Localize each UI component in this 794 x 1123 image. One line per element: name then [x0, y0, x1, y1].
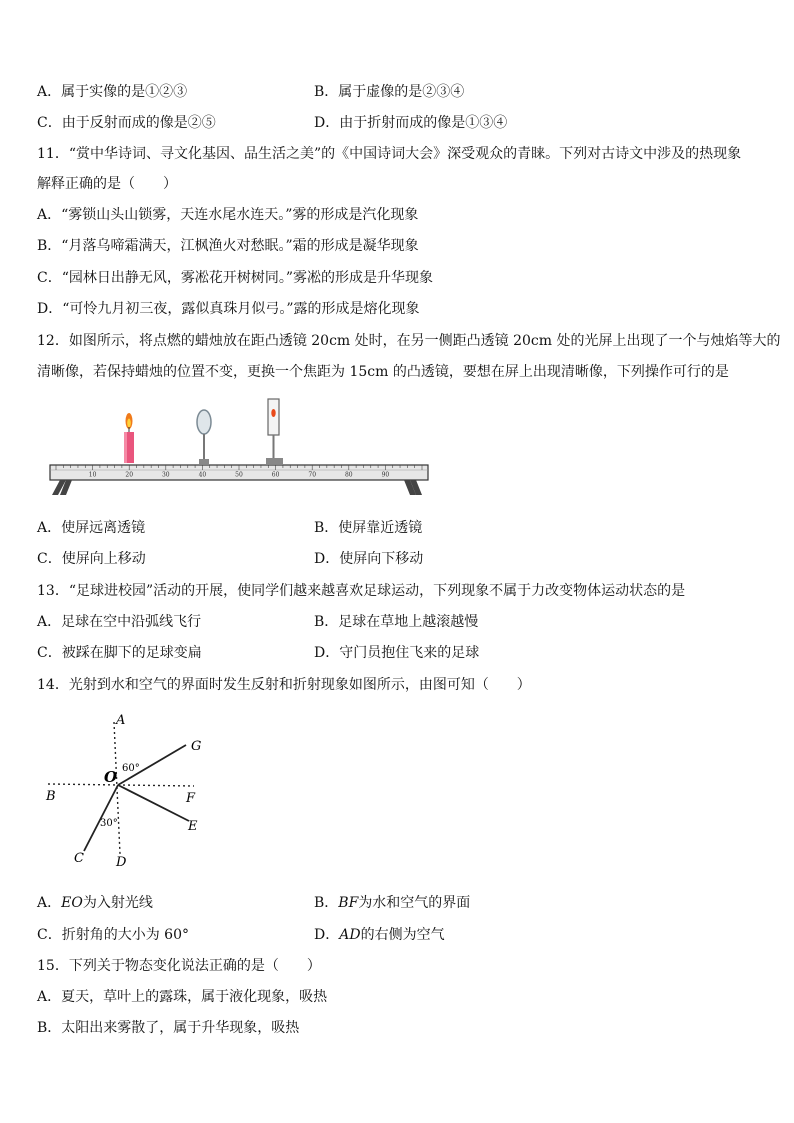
ruler-tick-label: 70: [308, 471, 317, 479]
q11-option-c: C．“园林日出静无风，雾凇花开树树同。”雾凇的形成是升华现象: [37, 270, 434, 286]
angle-label-top: 60°: [122, 763, 140, 774]
q10-option-d: D．由于折射而成的像是①③④: [314, 115, 508, 131]
q10-option-c: C．由于反射而成的像是②⑤: [37, 115, 216, 131]
q13-option-c: C．被踩在脚下的足球变扁: [37, 645, 202, 661]
label-b: B: [46, 789, 56, 804]
q14-option-a-var: EO: [61, 895, 83, 911]
q15-stem: 15．下列关于物态变化说法正确的是（ ）: [37, 958, 321, 974]
q14-option-a-prefix: A．: [37, 895, 62, 911]
q14-option-b-text: 为水和空气的界面: [358, 895, 471, 911]
light-ray-diagram: [36, 708, 226, 870]
ruler-tick-label: 50: [235, 471, 243, 479]
q11-option-d: D．“可怜九月初三夜，露似真珠月似弓。”露的形成是熔化现象: [37, 301, 420, 317]
ruler-tick-label: 40: [198, 471, 207, 479]
q15-option-b: B．太阳出来雾散了，属于升华现象，吸热: [37, 1020, 300, 1036]
label-a: A: [116, 713, 126, 728]
rail-legs: [52, 480, 422, 495]
q12-stem-line-2: 清晰像，若保持蜡烛的位置不变，更换一个焦距为 15cm 的凸透镜，要想在屏上出现清晰像，下列操作可行的是: [37, 364, 729, 380]
angle-label-bottom: 30°: [100, 818, 118, 829]
ruler-tick-label: 10: [88, 471, 97, 479]
label-g: G: [191, 739, 202, 754]
label-o: O: [104, 768, 118, 786]
ruler-tick-label: 60: [271, 471, 280, 479]
ray-oe: [118, 785, 189, 821]
q11-stem-line-1: 11．“赏中华诗词、寻文化基因、品生活之美”的《中国诗词大会》深受观众的青睐。下列对古诗文中涉及的热现象: [37, 146, 742, 162]
ruler-tick-label: 80: [344, 471, 353, 479]
q14-option-a-text: 为入射光线: [82, 895, 153, 911]
ruler-tick-label: 30: [161, 471, 170, 479]
q14-option-b-var: BF: [338, 895, 359, 911]
candle: [124, 413, 134, 463]
q14-option-a: [37, 893, 153, 913]
label-e: E: [188, 819, 198, 834]
q10-option-a: A．属于实像的是①②③: [37, 84, 188, 100]
q13-option-d: D．守门员抱住飞来的足球: [314, 645, 480, 661]
ruler-tick-label: 20: [125, 471, 134, 479]
q12-option-a: A．使屏远离透镜: [37, 520, 146, 536]
q11-option-b: B．“月落乌啼霜满天，江枫渔火对愁眠。”霜的形成是凝华现象: [37, 238, 419, 254]
q11-stem-line-2: 解释正确的是（ ）: [37, 176, 177, 192]
q14-option-d-prefix: D．: [314, 927, 340, 943]
q12-option-b: B．使屏靠近透镜: [314, 520, 423, 536]
q12-option-c: C．使屏向上移动: [37, 551, 146, 567]
q13-stem: 13．“足球进校园”活动的开展，使同学们越来越喜欢足球运动，下列现象不属于力改变物体运动状态的是: [37, 583, 686, 599]
label-c: C: [74, 851, 84, 866]
light-screen: [266, 399, 283, 464]
q14-option-c: C．折射角的大小为 60°: [37, 927, 189, 943]
q14-option-b: [314, 893, 470, 913]
meter-stick-rail: [50, 465, 428, 480]
label-d: D: [116, 855, 127, 870]
label-f: F: [186, 791, 196, 806]
q14-option-d-text: 的右侧为空气: [360, 927, 445, 943]
q12-stem-line-1: 12．如图所示，将点燃的蜡烛放在距凸透镜 20cm 处时，在另一侧距凸透镜 20cm 处的光屏上出现了一个与烛焰等大的: [37, 333, 781, 349]
q15-option-a: A．夏天，草叶上的露珠，属于液化现象，吸热: [37, 989, 328, 1005]
convex-lens: [197, 410, 211, 464]
optical-bench-figure: [46, 395, 436, 505]
q14-option-b-prefix: B．: [314, 895, 339, 911]
q13-option-b: B．足球在草地上越滚越慢: [314, 614, 479, 630]
q14-option-d-var: AD: [339, 927, 361, 943]
ruler-tick-label: 90: [381, 471, 390, 479]
q14-stem: 14．光射到水和空气的界面时发生反射和折射现象如图所示，由图可知（ ）: [37, 677, 531, 693]
q10-option-b: B．属于虚像的是②③④: [314, 84, 465, 100]
q11-option-a: A．“雾锁山头山锁雾，天连水尾水连天。”雾的形成是汽化现象: [37, 207, 419, 223]
q13-option-a: A．足球在空中沿弧线飞行: [37, 614, 202, 630]
q12-option-d: D．使屏向下移动: [314, 551, 424, 567]
q14-option-d: [314, 925, 445, 945]
